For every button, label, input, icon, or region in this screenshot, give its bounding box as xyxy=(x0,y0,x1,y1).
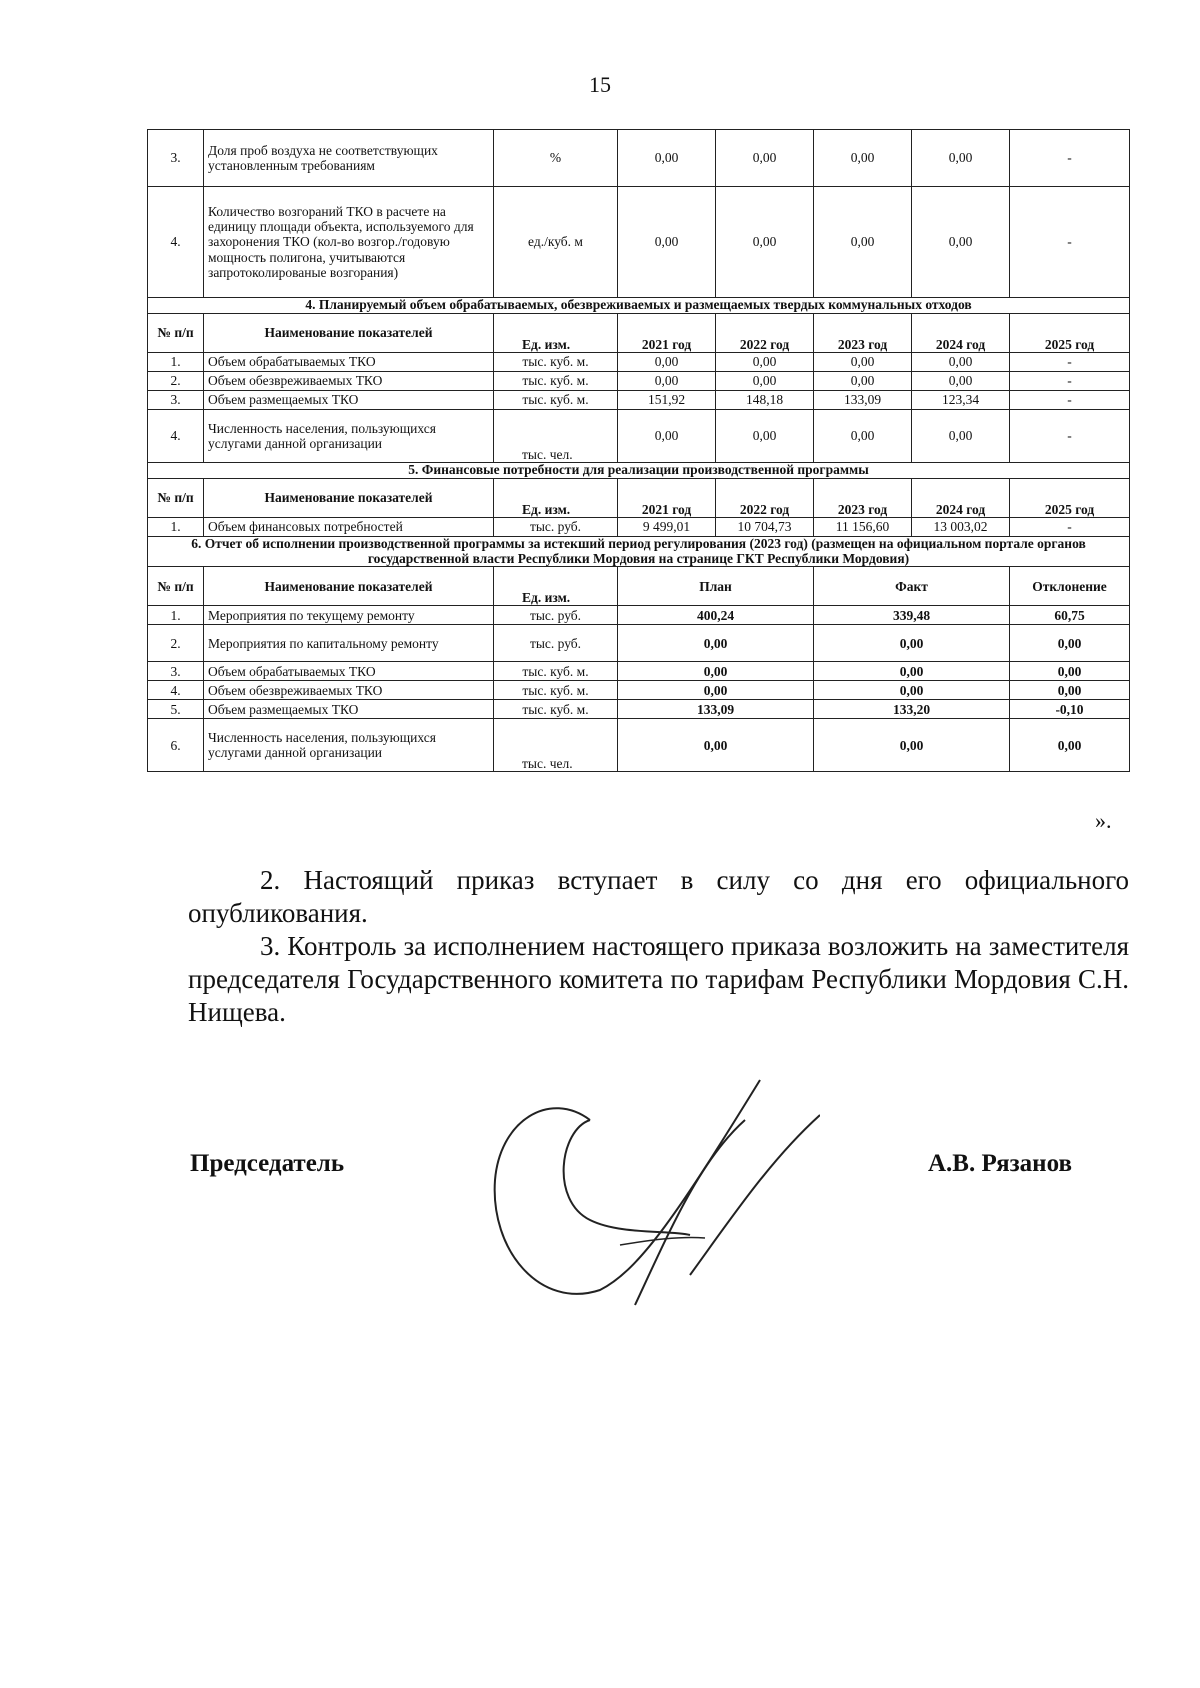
fact-value: 133,20 xyxy=(814,700,1010,719)
indicator-name: Объем обезвреживаемых ТКО xyxy=(204,371,494,390)
section-title-row xyxy=(148,536,1130,567)
section-title: 6. Отчет об исполнении производственной программы за истекший период регулирования (2023 год) (размещен на официальном портале органов государственной власти Республики Мордовия на странице ГКТ Республики Мордовия) xyxy=(148,536,1130,567)
row-number: 1. xyxy=(148,606,204,625)
header-unit: Ед. изм. xyxy=(494,567,618,606)
row-number: 4. xyxy=(148,409,204,462)
value-cell: 148,18 xyxy=(716,390,814,409)
indicator-name: Объем финансовых потребностей xyxy=(204,517,494,536)
value-cell: - xyxy=(1010,371,1130,390)
header-year: 2024 год xyxy=(912,313,1010,352)
indicator-name: Численность населения, пользующихся услугами данной организации xyxy=(204,409,494,462)
row-number: 6. xyxy=(148,719,204,772)
unit-cell: тыс. куб. м. xyxy=(494,700,618,719)
deviation-value: -0,10 xyxy=(1010,700,1130,719)
unit-cell: тыс. руб. xyxy=(494,606,618,625)
unit-cell: тыс. руб. xyxy=(494,517,618,536)
row-number: 4. xyxy=(148,187,204,298)
value-cell: - xyxy=(1010,352,1130,371)
indicator-name: Объем обезвреживаемых ТКО xyxy=(204,681,494,700)
value-cell: 0,00 xyxy=(814,130,912,187)
value-cell: - xyxy=(1010,409,1130,462)
program-table xyxy=(147,129,1130,772)
unit-cell: ед./куб. м xyxy=(494,187,618,298)
indicator-name: Объем размещаемых ТКО xyxy=(204,700,494,719)
row-number: 2. xyxy=(148,371,204,390)
value-cell: 10 704,73 xyxy=(716,517,814,536)
row-number: 1. xyxy=(148,352,204,371)
plan-value: 0,00 xyxy=(618,719,814,772)
closing-quote: ». xyxy=(1095,808,1112,833)
header-unit: Ед. изм. xyxy=(494,478,618,517)
deviation-value: 0,00 xyxy=(1010,662,1130,681)
value-cell: 0,00 xyxy=(618,130,716,187)
value-cell: 151,92 xyxy=(618,390,716,409)
row-number: 2. xyxy=(148,625,204,662)
header-year: 2022 год xyxy=(716,313,814,352)
header-year: 2022 год xyxy=(716,478,814,517)
table-row xyxy=(148,517,1130,536)
plan-value: 133,09 xyxy=(618,700,814,719)
unit-cell: тыс. руб. xyxy=(494,625,618,662)
header-year: 2021 год xyxy=(618,478,716,517)
table-row xyxy=(148,371,1130,390)
header-row xyxy=(148,478,1130,517)
value-cell: - xyxy=(1010,130,1130,187)
row-number: 1. xyxy=(148,517,204,536)
row-number: 3. xyxy=(148,662,204,681)
header-year: 2023 год xyxy=(814,478,912,517)
section-title-row xyxy=(148,462,1130,478)
plan-value: 400,24 xyxy=(618,606,814,625)
table-row xyxy=(148,662,1130,681)
header-num: № п/п xyxy=(148,478,204,517)
header-year: 2025 год xyxy=(1010,313,1130,352)
deviation-value: 0,00 xyxy=(1010,625,1130,662)
table-row xyxy=(148,390,1130,409)
plan-value: 0,00 xyxy=(618,662,814,681)
header-num: № п/п xyxy=(148,567,204,606)
value-cell: 0,00 xyxy=(618,352,716,371)
page-number: 15 xyxy=(589,72,611,97)
table-row xyxy=(148,130,1130,187)
header-name: Наименование показателей xyxy=(204,567,494,606)
value-cell: 0,00 xyxy=(716,352,814,371)
value-cell: 0,00 xyxy=(716,130,814,187)
table-row xyxy=(148,606,1130,625)
value-cell: 0,00 xyxy=(814,352,912,371)
header-fact: Факт xyxy=(814,567,1010,606)
deviation-value: 0,00 xyxy=(1010,681,1130,700)
paragraph-text: 2. Настоящий приказ вступает в силу со дня его официального опубликования. xyxy=(188,865,1129,928)
fact-value: 0,00 xyxy=(814,625,1010,662)
value-cell: 123,34 xyxy=(912,390,1010,409)
indicator-name: Объем размещаемых ТКО xyxy=(204,390,494,409)
deviation-value: 60,75 xyxy=(1010,606,1130,625)
value-cell: 0,00 xyxy=(716,371,814,390)
table-row xyxy=(148,700,1130,719)
handwritten-signature xyxy=(480,1060,820,1310)
indicator-name: Мероприятия по капитальному ремонту xyxy=(204,625,494,662)
unit-cell: тыс. куб. м. xyxy=(494,352,618,371)
table-row xyxy=(148,625,1130,662)
unit-cell: тыс. куб. м. xyxy=(494,681,618,700)
header-num: № п/п xyxy=(148,313,204,352)
section-title: 5. Финансовые потребности для реализации производственной программы xyxy=(148,462,1130,478)
row-number: 5. xyxy=(148,700,204,719)
unit-cell: тыс. чел. xyxy=(494,719,618,772)
fact-value: 339,48 xyxy=(814,606,1010,625)
row-number: 3. xyxy=(148,130,204,187)
section-title: 4. Планируемый объем обрабатываемых, обезвреживаемых и размещаемых твердых коммунальных отходов xyxy=(148,298,1130,314)
indicator-name: Объем обрабатываемых ТКО xyxy=(204,662,494,681)
value-cell: 9 499,01 xyxy=(618,517,716,536)
header-deviation: Отклонение xyxy=(1010,567,1130,606)
value-cell: 0,00 xyxy=(618,371,716,390)
value-cell: 0,00 xyxy=(618,409,716,462)
value-cell: 0,00 xyxy=(912,371,1010,390)
paragraph-effective-date xyxy=(188,864,1129,930)
table-row xyxy=(148,719,1130,772)
header-plan: План xyxy=(618,567,814,606)
plan-value: 0,00 xyxy=(618,681,814,700)
header-name: Наименование показателей xyxy=(204,313,494,352)
table-row xyxy=(148,409,1130,462)
unit-cell: тыс. чел. xyxy=(494,409,618,462)
fact-value: 0,00 xyxy=(814,681,1010,700)
signatory-title: Председатель xyxy=(190,1150,345,1177)
value-cell: 0,00 xyxy=(912,409,1010,462)
unit-cell: тыс. куб. м. xyxy=(494,390,618,409)
value-cell: 13 003,02 xyxy=(912,517,1010,536)
deviation-value: 0,00 xyxy=(1010,719,1130,772)
signatory-name: А.В. Рязанов xyxy=(928,1150,1072,1177)
unit-cell: тыс. куб. м. xyxy=(494,662,618,681)
value-cell: 0,00 xyxy=(618,187,716,298)
table-row xyxy=(148,352,1130,371)
indicator-name: Объем обрабатываемых ТКО xyxy=(204,352,494,371)
value-cell: 0,00 xyxy=(814,187,912,298)
fact-value: 0,00 xyxy=(814,719,1010,772)
header-name: Наименование показателей xyxy=(204,478,494,517)
value-cell: 133,09 xyxy=(814,390,912,409)
indicator-name: Мероприятия по текущему ремонту xyxy=(204,606,494,625)
row-number: 4. xyxy=(148,681,204,700)
value-cell: 0,00 xyxy=(716,187,814,298)
value-cell: 0,00 xyxy=(814,371,912,390)
plan-value: 0,00 xyxy=(618,625,814,662)
header-year: 2021 год xyxy=(618,313,716,352)
row-number: 3. xyxy=(148,390,204,409)
table-row xyxy=(148,681,1130,700)
unit-cell: % xyxy=(494,130,618,187)
table-body xyxy=(148,130,1130,772)
header-year: 2023 год xyxy=(814,313,912,352)
header-row xyxy=(148,567,1130,606)
value-cell: - xyxy=(1010,517,1130,536)
header-unit: Ед. изм. xyxy=(494,313,618,352)
header-row xyxy=(148,313,1130,352)
value-cell: 0,00 xyxy=(912,187,1010,298)
value-cell: 11 156,60 xyxy=(814,517,912,536)
section-title-row xyxy=(148,298,1130,314)
indicator-name: Количество возгораний ТКО в расчете на единицу площади объекта, используемого для захоронения ТКО (кол-во возгор./годовую мощность полигона, учитываются запротоколированые возгорания) xyxy=(204,187,494,298)
value-cell: 0,00 xyxy=(912,352,1010,371)
table-row xyxy=(148,187,1130,298)
paragraph-text: 3. Контроль за исполнением настоящего приказа возложить на заместителя председателя Государственного комитета по тарифам Республики Мордовия С.Н. Нищева. xyxy=(188,931,1129,1027)
value-cell: - xyxy=(1010,390,1130,409)
indicator-name: Численность населения, пользующихся услугами данной организации xyxy=(204,719,494,772)
unit-cell: тыс. куб. м. xyxy=(494,371,618,390)
paragraph-control xyxy=(188,930,1129,1029)
value-cell: 0,00 xyxy=(716,409,814,462)
value-cell: - xyxy=(1010,187,1130,298)
value-cell: 0,00 xyxy=(912,130,1010,187)
header-year: 2025 год xyxy=(1010,478,1130,517)
fact-value: 0,00 xyxy=(814,662,1010,681)
value-cell: 0,00 xyxy=(814,409,912,462)
indicator-name: Доля проб воздуха не соответствующих установленным требованиям xyxy=(204,130,494,187)
header-year: 2024 год xyxy=(912,478,1010,517)
